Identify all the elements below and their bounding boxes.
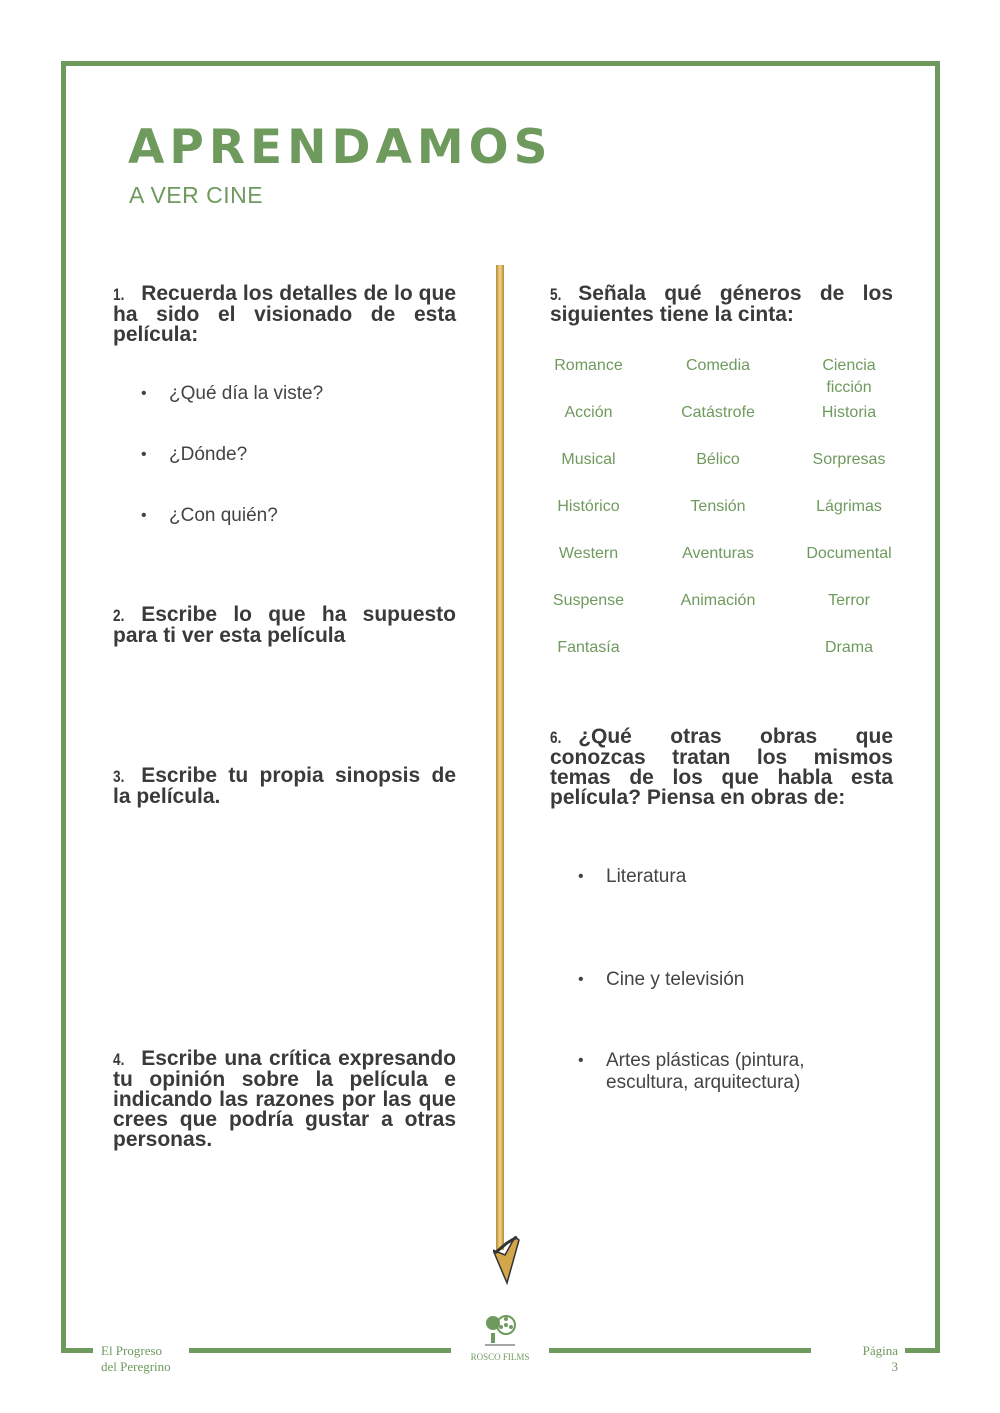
footer-book-title-line1: El Progreso — [101, 1343, 163, 1358]
list-item-text: Cine y televisión — [606, 969, 745, 990]
genre-option[interactable]: Terror — [828, 592, 870, 609]
list-item — [141, 383, 323, 405]
genres-grid — [540, 355, 900, 659]
genre-option[interactable]: Tensión — [690, 498, 746, 515]
question-1-text: Recuerda los detalles de lo que ha sido el visionado de esta película: — [113, 282, 456, 346]
list-item-text: Artes plásticas (pintura, escultura, arquitectura) — [606, 1050, 805, 1093]
genre-option[interactable]: Western — [558, 545, 619, 562]
divider-arrow — [493, 265, 525, 1285]
list-item-text: ¿Dónde? — [169, 444, 248, 465]
frame-right — [935, 61, 940, 1353]
page-title: APRENDAMOS — [128, 120, 553, 175]
list-item-text: ¿Con quién? — [169, 505, 278, 526]
list-item — [578, 969, 848, 991]
genre-option[interactable]: Historia — [821, 404, 877, 421]
question-4 — [113, 1049, 456, 1150]
bullet-icon: • — [141, 385, 147, 402]
logo-text: ROSCO FILMS — [470, 1352, 530, 1362]
bullet-icon: • — [578, 971, 584, 988]
genre-option[interactable]: Acción — [564, 404, 613, 421]
genre-option[interactable]: Comedia — [685, 357, 751, 374]
question-4-text: Escribe una crítica expresando tu opinión sobre la película e indicando las razones por las que crees que podría gustar a otras personas. — [113, 1047, 456, 1151]
genre-option[interactable]: Sorpresas — [812, 451, 886, 468]
frame-bottom-mid-right — [549, 1348, 811, 1353]
frame-bottom-right — [905, 1348, 940, 1353]
list-item — [141, 444, 323, 466]
list-item — [578, 866, 848, 888]
frame-left — [61, 61, 66, 1353]
bullet-icon: • — [578, 868, 584, 885]
frame-bottom-left — [61, 1348, 93, 1353]
rosco-films-logo — [468, 1313, 532, 1362]
genre-option[interactable]: Musical — [561, 451, 616, 468]
genre-option[interactable]: Aventuras — [682, 545, 754, 562]
genre-option[interactable]: Romance — [554, 357, 623, 374]
film-reel-icon — [482, 1313, 518, 1347]
list-item-text: Literatura — [606, 866, 687, 887]
footer-page-number — [840, 1343, 898, 1375]
bullet-icon: • — [578, 1052, 584, 1069]
genre-option[interactable]: Histórico — [557, 498, 620, 515]
list-item — [141, 505, 323, 527]
genre-empty-cell — [643, 637, 793, 659]
question-5-number: 5. — [550, 285, 562, 304]
bullet-icon: • — [141, 446, 147, 463]
genre-option[interactable]: Lágrimas — [816, 498, 882, 515]
question-6-list — [578, 866, 848, 1094]
question-5-text: Señala qué géneros de los siguientes tiene la cinta: — [550, 282, 893, 326]
question-2-text: Escribe lo que ha supuesto para ti ver esta película — [113, 603, 456, 647]
page-subtitle: A VER CINE — [129, 182, 264, 208]
list-item — [578, 1050, 848, 1094]
question-6-text: ¿Qué otras obras que conozcas tratan los mismos temas de los que habla esta película? Piensa en obras de: — [550, 725, 893, 809]
question-1 — [113, 284, 456, 345]
genre-option[interactable]: Documental — [806, 545, 892, 562]
footer-page-label: Página — [862, 1343, 898, 1358]
question-3-number: 3. — [113, 767, 125, 786]
footer-book-title-line2: del Peregrino — [101, 1359, 171, 1374]
question-4-number: 4. — [113, 1050, 125, 1069]
frame-top — [61, 61, 940, 66]
question-3 — [113, 766, 456, 807]
bullet-icon: • — [141, 507, 147, 524]
genre-option[interactable]: Ciencia ficción — [822, 357, 876, 396]
genre-option[interactable]: Animación — [680, 592, 756, 609]
question-6 — [550, 727, 893, 808]
genre-option[interactable]: Suspense — [552, 592, 625, 609]
question-1-number: 1. — [113, 285, 125, 304]
question-1-list — [141, 383, 323, 527]
question-5 — [550, 284, 893, 325]
genre-option[interactable]: Bélico — [696, 451, 740, 468]
question-6-number: 6. — [550, 728, 562, 747]
genre-option[interactable]: Catástrofe — [681, 404, 755, 421]
question-2-number: 2. — [113, 606, 125, 625]
list-item-text: ¿Qué día la viste? — [169, 383, 324, 404]
footer-book-title — [101, 1343, 171, 1375]
frame-bottom-mid-left — [189, 1348, 451, 1353]
footer-page-value: 3 — [891, 1359, 898, 1374]
genre-option[interactable]: Drama — [824, 639, 873, 656]
genre-option[interactable]: Fantasía — [557, 639, 620, 656]
question-2 — [113, 605, 456, 646]
question-3-text: Escribe tu propia sinopsis de la película. — [113, 764, 456, 808]
